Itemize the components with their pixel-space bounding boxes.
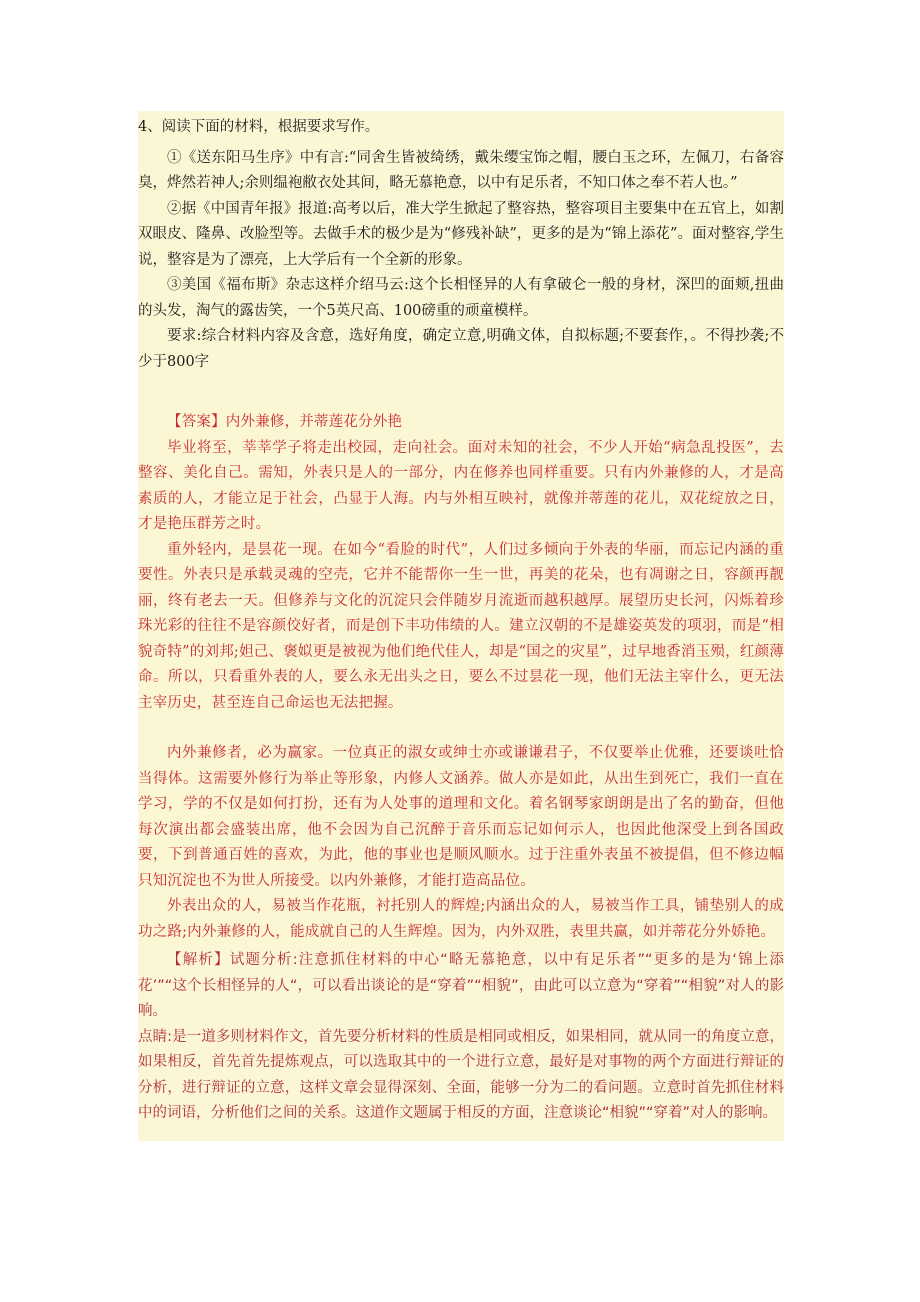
answer-block: [138, 410, 784, 945]
analysis-text: 【解析】试题分析:注意抓住材料的中心“略无慕艳意，以中有足乐者”“更多的是为‘锦上添花’”“这个长相怪异的人“，可以看出谈论的是“穿着”“相貌”，由此可以立意为“穿着”“相貌”对人的影响。: [138, 952, 784, 1019]
analysis-block: [138, 948, 784, 1127]
analysis-tip: 点睛:是一道多则材料作文，首先要分析材料的性质是相同或相反，如果相同，就从同一的角度立意，如果相反，首先首先提炼观点，可以选取其中的一个进行立意，最好是对事物的两个方面进行辩证的分析，进行辩证的立意，这样文章会显得深刻、全面，能够一分为二的看问题。立意时首先抓住材料中的词语，分析他们之间的关系。这道作文题属于相反的方面，注意谈论“相貌”“穿着”对人的影响。: [138, 1028, 784, 1121]
question-title: 4、阅读下面的材料，根据要求写作。: [138, 119, 380, 135]
answer-paragraph-4: 外表出众的人，易被当作花瓶，衬托别人的辉煌;内涵出众的人，易被当作工具，铺垫别人的成功之路;内外兼修的人，能成就自己的人生辉煌。因为，内外双胜，表里共赢，如并蒂花分外娇艳。: [138, 898, 784, 940]
material-2: ②据《中国青年报》报道:高考以后，准大学生掀起了整容热，整容项目主要集中在五官上，如割双眼皮、隆鼻、改脸型等。去做手术的极少是为“修残补缺”，更多的是为“锦上添花”。面对整容,学生说，整容是为了漂亮，上大学后有一个全新的形象。: [138, 200, 784, 268]
material-1: ①《送东阳马生序》中有言:“同舍生皆被绮绣，戴朱缨宝饰之帽，腰白玉之环，左佩刀，右备容臭，烨然若神人;余则缊袍敝衣处其间，略无慕艳意，以中有足乐者，不知口体之奉不若人也。”: [138, 149, 784, 191]
document-sheet: [138, 111, 784, 1141]
material-3: ③美国《福布斯》杂志这样介绍马云:这个长相怪异的人有拿破仑一般的身材，深凹的面颊,扭曲的头发，淘气的露齿笑，一个5英尺高、100磅重的顽童模样。: [138, 277, 784, 319]
answer-paragraph-1: 毕业将至，莘莘学子将走出校园，走向社会。面对未知的社会，不少人开始“病急乱投医”，去整容、美化自己。需知，外表只是人的一部分，内在修养也同样重要。只有内外兼修的人，才是高素质的人，才能立足于社会，凸显于人海。内与外相互映衬，就像并蒂莲的花儿，双花绽放之日，才是艳压群芳之时。: [138, 439, 784, 532]
requirement: 要求:综合材料内容及含意，选好角度，确定立意,明确文体，自拟标题;不要套作，。不得抄袭;不少于800字: [138, 328, 784, 370]
question-block: [138, 115, 784, 375]
answer-paragraph-3: 内外兼修者，必为赢家。一位真正的淑女或绅士亦或谦谦君子，不仅要举止优雅，还要谈吐恰当得体。这需要外修行为举止等形象，内修人文涵养。做人亦是如此，从出生到死亡，我们一直在学习，学的不仅是如何打扮，还有为人处事的道理和文化。着名钢琴家朗朗是出了名的勤奋，但他每次演出都会盛装出席，他不会因为自己沉醉于音乐而忘记如何示人，也因此他深受上到各国政要，下到普通百姓的喜欢，为此，他的事业也是顺风顺水。过于注重外表虽不被提倡，但不修边幅只知沉淀也不为世人所接受。以内外兼修，才能打造高品位。: [138, 745, 784, 889]
answer-paragraph-2: 重外轻内，是昙花一现。在如今“看脸的时代”，人们过多倾向于外表的华丽，而忘记内涵的重要性。外表只是承载灵魂的空壳，它并不能帮你一生一世，再美的花朵，也有凋谢之日，容颜再靓丽，终有老去一天。但修养与文化的沉淀只会伴随岁月流逝而越积越厚。展望历史长河，闪烁着珍珠光彩的往往不是容颜佼好者，而是创下丰功伟绩的人。建立汉朝的不是雄姿英发的项羽，而是“相貌奇特”的刘邦;妲己、褒姒更是被视为他们绝代佳人，却是“国之的灾星”，过早地香消玉殒，红颜薄命。所以，只看重外表的人，要么永无出头之日，要么不过昙花一现，他们无法主宰什么，更无法主宰历史，甚至连自己命运也无法把握。: [138, 541, 784, 711]
answer-heading: 【答案】内外兼修，并蒂莲花分外艳: [167, 414, 403, 430]
